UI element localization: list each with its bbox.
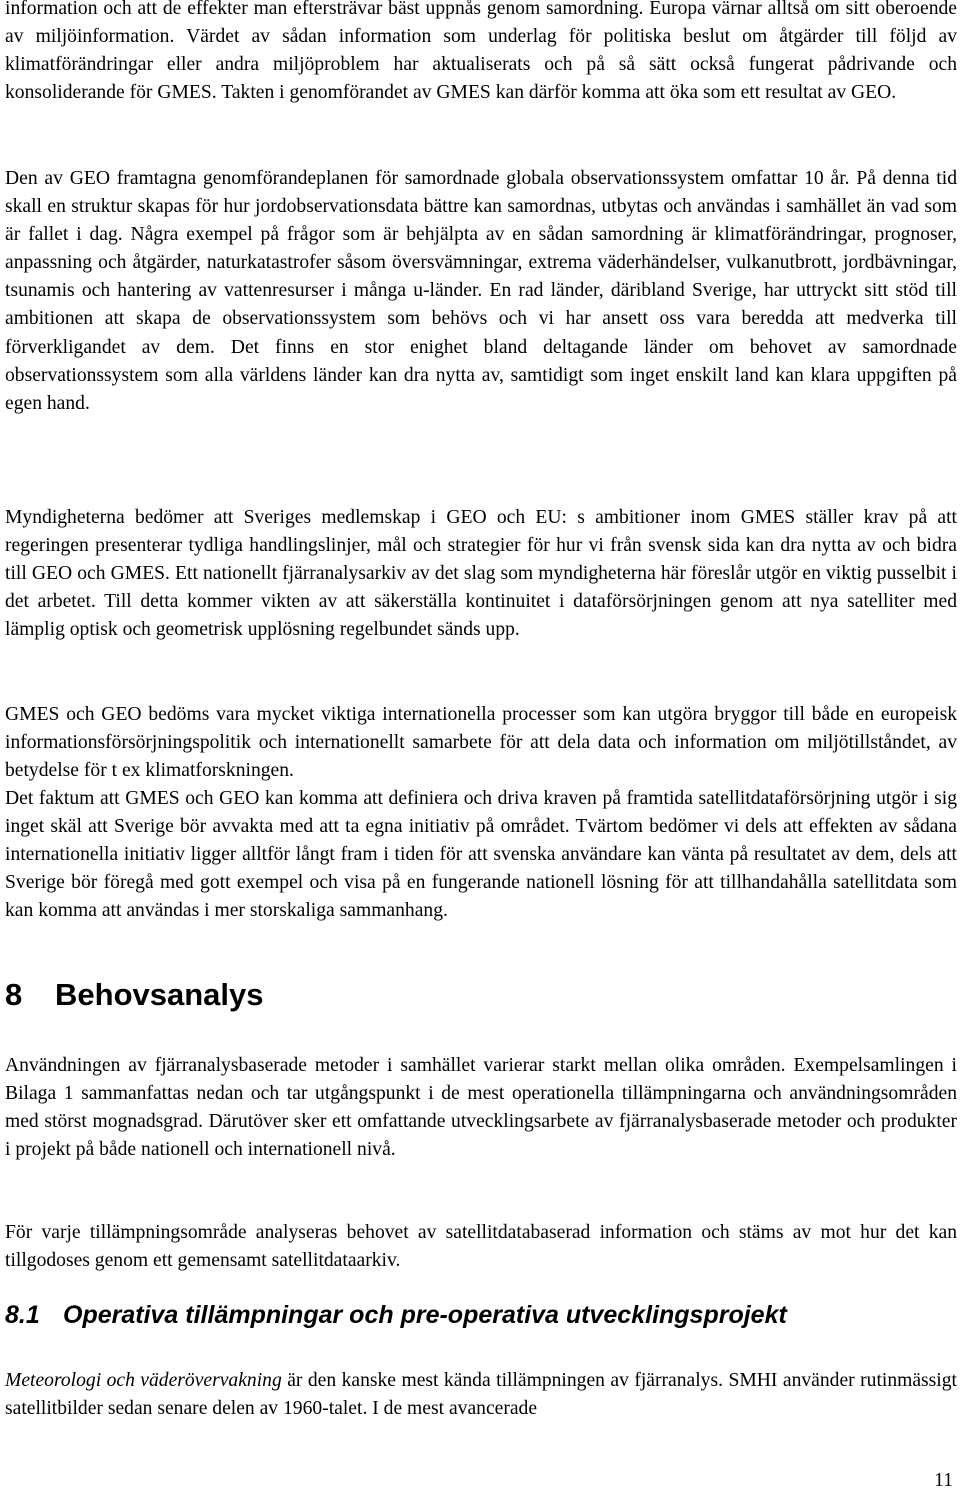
meteorology-term: Meteorologi och väderövervakning (5, 1370, 282, 1391)
paragraph-usage-overview: Användningen av fjärranalysbaserade metoder i samhället varierar starkt mellan olika områden. Exempelsamlingen i Bilaga 1 sammanfattas nedan och tar utgångspunkt i de mest operationella tillämpningarna och användningsområden med störst mognadsgrad. Därutöver sker ett omfattande utvecklingsarbete av fjärranalysbaserade metoder och produkter i projekt på både nationell och internationell nivå. (5, 1055, 957, 1161)
paragraph-agency-assessment: Myndigheterna bedömer att Sveriges medlemskap i GEO och EU: s ambitioner inom GMES ställer krav på att regeringen presenterar tydliga handlingslinjer, mål och strategier för hur vi från svensk sida kan dra nytta av och bidra till GEO och GMES. Ett nationellt fjärranalysarkiv av det slag som myndigheterna här föreslår utgör en viktig pusselbit i det arbetet. Till detta kommer vikten av att säkerställa kontinuitet i dataförsörjningen genom att nya satelliter med lämplig optisk och geometrisk upplösning regelbundet sänds upp. (5, 507, 957, 641)
section-heading-8-1 (5, 1298, 787, 1332)
meteorology-text: är den kanske mest kända tillämpningen av fjärranalys. SMHI använder rutinmässigt satellitbilder sedan senare delen av 1960-talet. I de mest avancerade (5, 1370, 957, 1420)
page-number: 11 (934, 1470, 953, 1491)
subsection-title: Operativa tillämpningar och pre-operativa utvecklingsprojekt (63, 1301, 787, 1329)
paragraph-meteorology (5, 1367, 957, 1423)
paragraph-national-initiative: Det faktum att GMES och GEO kan komma att definiera och driva kraven på framtida satellitdataförsörjning utgör i sig inget skäl att Sverige bör avvakta med att ta egna initiativ på området. Tvärtom bedömer vi dels att effekten av sådana internationella initiativ ligger alltför långt fram i tiden för att svenska användare kan vänta på resultatet av dem, dels att Sverige bör föregå med gott exempel och visa på en fungerande nationell lösning för att tillhandahålla satellitdata som kan komma att användas i mer storskaliga sammanhang. (5, 788, 957, 922)
section-heading-8 (5, 975, 264, 1015)
section-number: 8 (5, 977, 23, 1012)
paragraph-gmes-geo-importance: GMES och GEO bedöms vara mycket viktiga internationella processer som kan utgöra bryggor till både en europeisk informationsförsörjningspolitik och internationellt samarbete för att dela data och information om miljötillståndet, av betydelse för t ex klimatforskningen. (5, 704, 957, 782)
paragraph-gmes-geo-intro: information och att de effekter man eftersträvar bäst uppnås genom samordning. Europa värnar alltså om sitt oberoende av miljöinformation. Värdet av sådan information som underlag för politiska beslut om åtgärder till följd av klimatförändringar eller andra miljöproblem har aktualiserats och på så sätt också fungerat pådrivande och konsoliderande för GMES. Takten i genomförandet av GMES kan därför komma att öka som ett resultat av GEO. (5, 0, 957, 104)
section-title: Behovsanalys (55, 977, 264, 1012)
paragraph-geo-implementation-plan: Den av GEO framtagna genomförandeplanen för samordnade globala observationssystem omfattar 10 år. På denna tid skall en struktur skapas för hur jordobservationsdata bättre kan samordnas, utbytas och användas i samhället än vad som är fallet i dag. Några exempel på frågor som är behjälpta av en sådan samordning är klimatförändringar, prognoser, anpassning och åtgärder, naturkatastrofer såsom översvämningar, extrema väderhändelser, vulkanutbrott, jordbävningar, tsunamis och hantering av vattenresurser i många u-länder. En rad länder, däribland Sverige, har uttryckt sitt stöd till ambitionen att skapa de observationssystem som behövs och vi har ansett oss vara beredda att medverka till förverkligandet av dem. Det finns en stor enighet bland deltagande länder om behovet av samordnade observationssystem som alla världens länder kan dra nytta av, samtidigt som inget enskilt land kan klara uppgiften på egen hand. (5, 168, 957, 414)
paragraph-application-analysis: För varje tillämpningsområde analyseras behovet av satellitdatabaserad information och stäms av mot hur det kan tillgodoses genom ett gemensamt satellitdataarkiv. (5, 1222, 957, 1272)
subsection-number: 8.1 (5, 1301, 40, 1329)
